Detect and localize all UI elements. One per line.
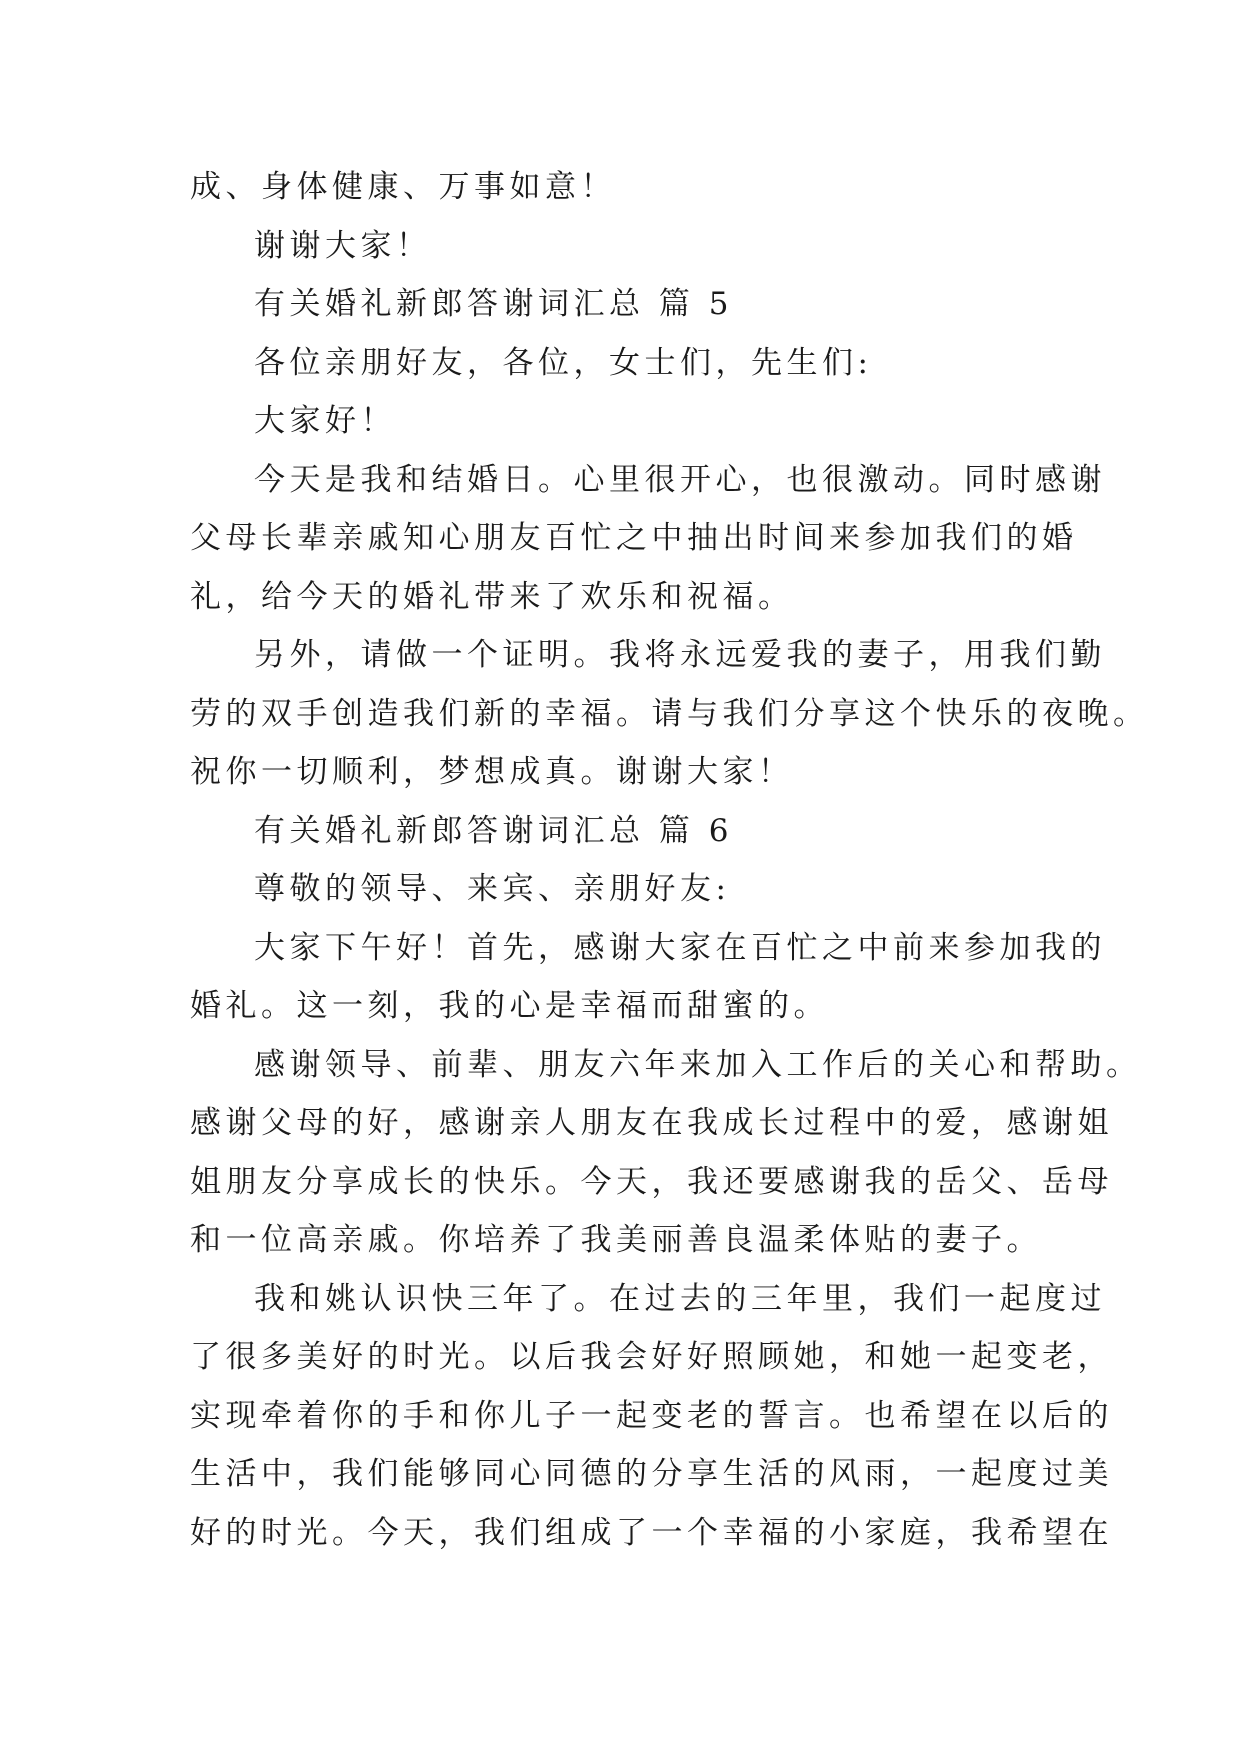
text-line: 各位亲朋好友，各位，女士们，先生们: bbox=[254, 344, 873, 381]
text-line: 大家好！ bbox=[254, 403, 396, 439]
text-line: 感谢父母的好，感谢亲人朋友在我成长过程中的爱，感谢姐 bbox=[190, 1105, 1113, 1141]
text-line: 劳的双手创造我们新的幸福。请与我们分享这个快乐的夜晚。 bbox=[190, 695, 1149, 732]
text-line: 生活中，我们能够同心同德的分享生活的风雨，一起度过美 bbox=[190, 1456, 1113, 1492]
text-line: 父母长辈亲戚知心朋友百忙之中抽出时间来参加我们的婚 bbox=[190, 520, 1078, 556]
text-line: 另外，请做一个证明。我将永远爱我的妻子，用我们勤 bbox=[254, 637, 1106, 673]
text-line: 实现牵着你的手和你儿子一起变老的誓言。也希望在以后的 bbox=[190, 1397, 1113, 1434]
text-line: 谢谢大家！ bbox=[254, 227, 432, 264]
text-line: 感谢领导、前辈、朋友六年来加入工作后的关心和帮助。 bbox=[254, 1046, 1142, 1083]
text-line: 有关婚礼新郎答谢词汇总 篇 5 bbox=[254, 286, 733, 322]
text-line: 大家下午好！首先，感谢大家在百忙之中前来参加我的 bbox=[254, 929, 1106, 966]
text-line: 祝你一切顺利，梦想成真。谢谢大家！ bbox=[190, 754, 794, 790]
text-line: 了很多美好的时光。以后我会好好照顾她，和她一起变老， bbox=[190, 1339, 1113, 1375]
text-line: 我和姚认识快三年了。在过去的三年里，我们一起度过 bbox=[254, 1280, 1106, 1317]
text-line: 成、身体健康、万事如意！ bbox=[190, 169, 616, 205]
text-line: 好的时光。今天，我们组成了一个幸福的小家庭，我希望在 bbox=[190, 1514, 1113, 1551]
text-line: 尊敬的领导、来宾、亲朋好友: bbox=[254, 871, 731, 907]
document-body bbox=[190, 158, 1149, 1562]
text-line: 婚礼。这一刻，我的心是幸福而甜蜜的。 bbox=[190, 988, 829, 1024]
text-line: 姐朋友分享成长的快乐。今天，我还要感谢我的岳父、岳母 bbox=[190, 1163, 1113, 1200]
text-line: 礼，给今天的婚礼带来了欢乐和祝福。 bbox=[190, 578, 794, 615]
text-line: 和一位高亲戚。你培养了我美丽善良温柔体贴的妻子。 bbox=[190, 1222, 1042, 1258]
text-line: 有关婚礼新郎答谢词汇总 篇 6 bbox=[254, 812, 733, 849]
text-line: 今天是我和结婚日。心里很开心，也很激动。同时感谢 bbox=[254, 461, 1106, 498]
